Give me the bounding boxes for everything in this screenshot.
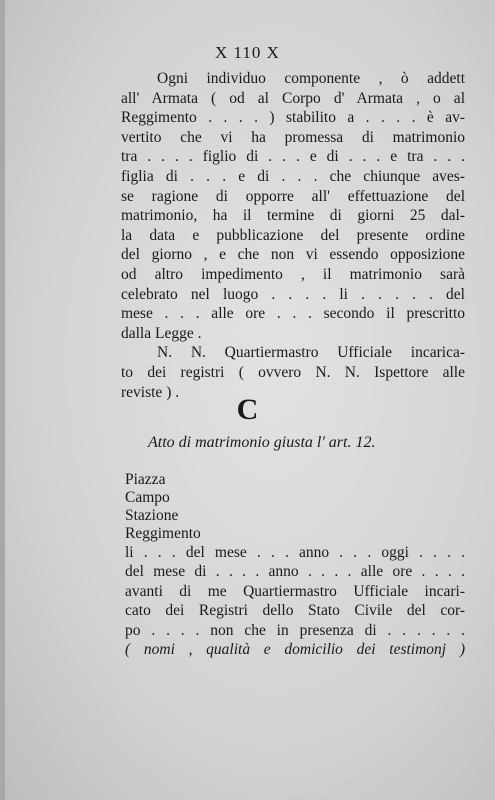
text-line: reviste ) . [121,383,180,401]
text-line: se ragione di opporre all' effettuazione del [121,187,465,205]
text-line: matrimonio, ha il termine di giorni 25 dal- [121,207,465,225]
text-line: la data e pubblicazione del presente ordine [121,226,465,244]
text-line: celebrato nel luogo . . . . li . . . . . del [121,285,465,303]
text-line: del mese di . . . . anno . . . . alle ore . . . . [125,563,465,581]
text-line: figlia di . . . e di . . . che chiunque aves- [121,167,465,185]
text-line: N. N. Quartiermastro Ufficiale incarica- [157,344,465,362]
text-line: avanti di me Quartiermastro Ufficiale incari- [125,582,465,600]
act-body [125,543,465,659]
text-line: to dei registri ( ovvero N. N. Ispettore alle [121,363,465,381]
place-item: Campo [125,489,170,506]
text-line: od altro impedimento , il matrimonio sarà [121,265,465,283]
section-letter: C [236,393,259,426]
text-line: ( nomi , qualità e domicilio dei testimonj ) [125,640,465,658]
text-line: mese . . . alle ore . . . secondo il prescritto [121,305,465,323]
text-line: Ogni individuo componente , ò addett [157,70,465,87]
text-line: vertito che vi ha promessa di matrimonio [121,128,465,146]
act-title: Atto di matrimonio giusta l' art. 12. [148,434,376,451]
text-line: tra . . . . figlio di . . . e di . . . e tra . . . [121,148,465,166]
place-list [125,471,201,543]
place-item: Piazza [125,471,166,488]
page-number: X 110 X [215,43,280,62]
text-line: Reggimento . . . . ) stabilito a . . . . è av- [121,109,465,127]
body-text [121,69,465,402]
text-line: del giorno , e che non vi essendo opposizione [121,246,465,264]
text-line: dalla Legge . [121,324,202,342]
place-item: Stazione [125,507,179,524]
text-line: po . . . . non che in presenza di . . . . . . [125,621,465,639]
text-line: all' Armata ( od al Corpo d' Armata , o al [121,89,465,107]
text-line: cato dei Registri dello Stato Civile del cor- [125,602,465,620]
text-line: li . . . del mese . . . anno . . . oggi . . . . [125,544,465,561]
place-item: Reggimento [125,525,201,542]
